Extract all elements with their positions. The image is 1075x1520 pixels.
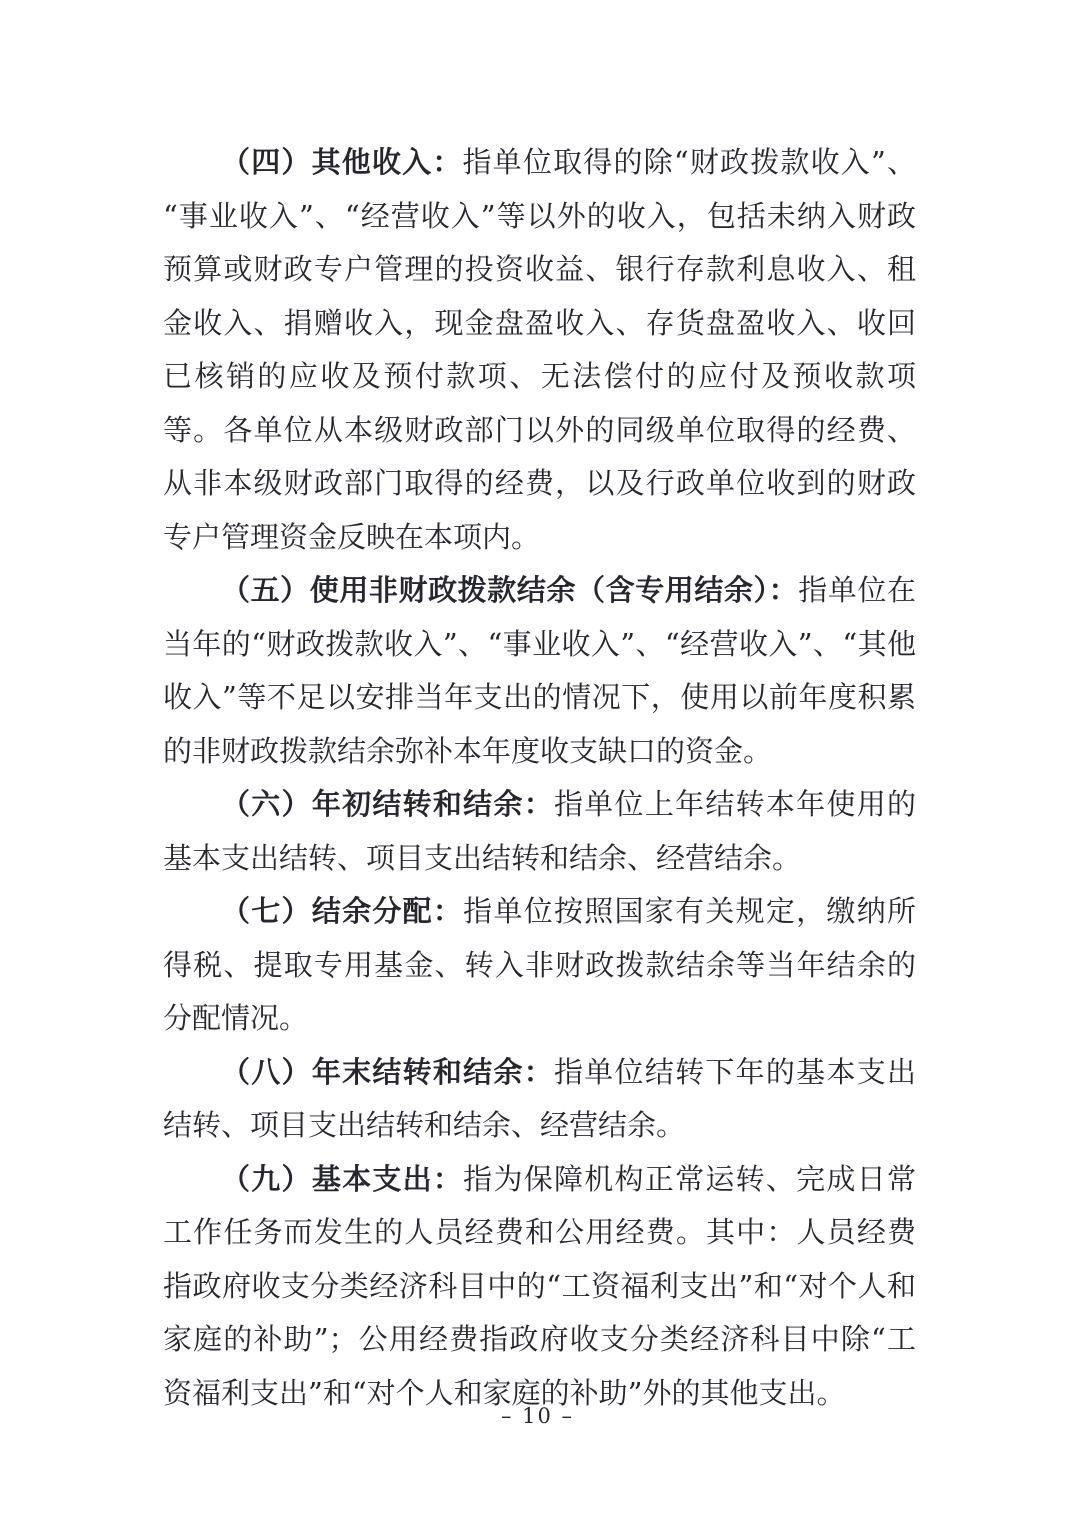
paragraph-label: （六）年初结转和结余：: [221, 787, 554, 821]
paragraph-text: 指单位结转下年的基本支出结转、项目支出结转和结余、经营结余。: [163, 1054, 916, 1142]
paragraph-year-end-carryover: [163, 1046, 916, 1153]
paragraph-label: （九）基本支出：: [221, 1161, 464, 1196]
paragraph-use-nonfiscal-surplus: [163, 564, 916, 778]
paragraph-surplus-distribution: [163, 885, 916, 1046]
paragraph-basic-expenditure: [163, 1153, 916, 1421]
page-number: – 10 –: [500, 1404, 575, 1428]
paragraph-other-income: [163, 136, 916, 564]
document-body: [163, 136, 916, 1420]
page-footer: [0, 1400, 1075, 1432]
paragraph-text: 指单位在当年的“财政拨款收入”、“事业收入”、“经营收入”、“其他收入”等不足以安排当年支出的情况下，使用以前年度积累的非财政拨款结余弥补本年度收支缺口的资金。: [163, 573, 916, 768]
paragraph-label: （八）年末结转和结余：: [221, 1054, 554, 1089]
paragraph-text: 指单位按照国家有关规定，缴纳所得税、提取专用基金、转入非财政拨款结余等当年结余的分配情况。: [163, 894, 916, 1035]
paragraph-beginning-year-carryover: [163, 778, 916, 885]
paragraph-text: 指单位上年结转本年使用的基本支出结转、项目支出结转和结余、经营结余。: [163, 787, 916, 875]
paragraph-text: 指为保障机构正常运转、完成日常工作任务而发生的人员经费和公用经费。其中：人员经费指政府收支分类经济科目中的“工资福利支出”和“对个人和家庭的补助”；公用经费指政府收支分类经济科目中除“工资福利支出”和“对个人和家庭的补助”外的其他支出。: [163, 1161, 916, 1410]
paragraph-label: （五）使用非财政拨款结余（含专用结余）：: [221, 573, 799, 607]
paragraph-label: （四）其他收入：: [221, 145, 463, 179]
paragraph-label: （七）结余分配：: [221, 894, 464, 928]
paragraph-text: 指单位取得的除“财政拨款收入”、“事业收入”、“经营收入”等以外的收入，包括未纳入财政预算或财政专户管理的投资收益、银行存款利息收入、租金收入、捐赠收入，现金盘盈收入、存货盘盈收入、收回已核销的应收及预付款项、无法偿付的应付及预收款项等。各单位从本级财政部门以外的同级单位取得的经费、从非本级财政部门取得的经费，以及行政单位收到的财政专户管理资金反映在本项内。: [163, 145, 916, 554]
